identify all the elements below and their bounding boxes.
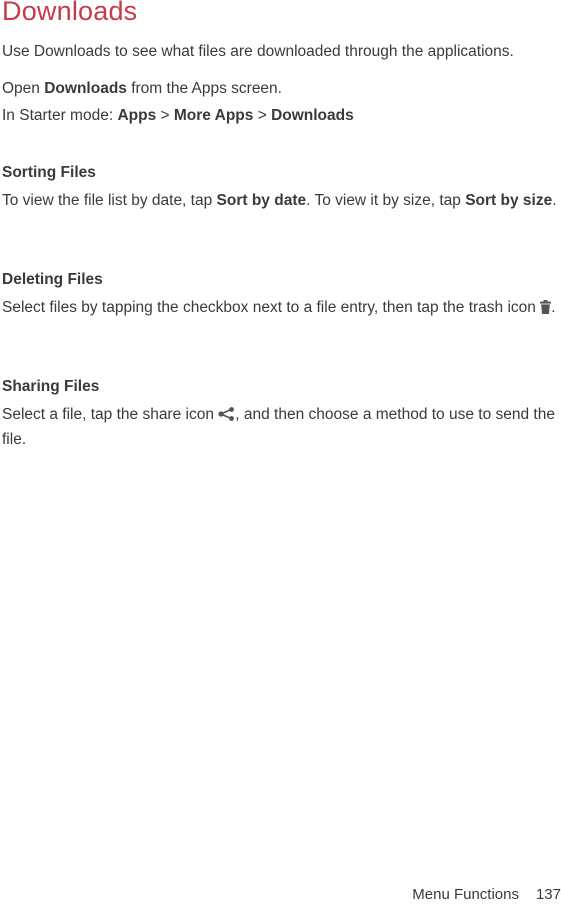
starter-prefix: In Starter mode: [2, 107, 118, 124]
starter-path-downloads: Downloads [271, 107, 354, 124]
deleting-text-1: Select files by tapping the checkbox next to a file entry, then tap the trash icon [2, 299, 541, 316]
sharing-text-2: , and then choose a method to use to send the file. [2, 406, 555, 448]
sorting-heading: Sorting Files [2, 164, 96, 181]
open-suffix: from the Apps screen. [126, 80, 282, 97]
share-icon [218, 405, 235, 428]
starter-path-more-apps: More Apps [173, 107, 254, 124]
open-app-name: Downloads [44, 80, 127, 97]
starter-mode-path [2, 104, 558, 127]
starter-separator-1: > [156, 107, 174, 124]
deleting-heading: Deleting Files [2, 271, 103, 288]
footer-section-name: Menu Functions [412, 886, 519, 903]
sharing-text-1: Select a file, tap the share icon [2, 406, 219, 423]
starter-path-apps: Apps [117, 107, 157, 124]
starter-separator-2: > [253, 107, 272, 124]
open-instructions [2, 77, 558, 100]
sort-by-size-label: Sort by size [465, 192, 553, 209]
sharing-heading: Sharing Files [2, 378, 100, 395]
trash-icon [540, 298, 551, 321]
deleting-text-2: . [551, 299, 556, 316]
sharing-paragraph [2, 403, 558, 451]
sorting-text-2: . To view it by size, tap [306, 192, 466, 209]
intro-paragraph [2, 40, 558, 63]
deleting-paragraph [2, 296, 558, 321]
sorting-text-3: . [552, 192, 557, 209]
page-number: 137 [535, 886, 561, 903]
open-prefix: Open [2, 80, 45, 97]
page-title: Downloads [2, 0, 138, 26]
sorting-paragraph [2, 189, 558, 212]
sort-by-date-label: Sort by date [216, 192, 307, 209]
intro-text: Use Downloads to see what files are downloaded through the applications. [2, 43, 514, 60]
sorting-text-1: To view the file list by date, tap [2, 192, 217, 209]
page-footer [0, 884, 561, 908]
